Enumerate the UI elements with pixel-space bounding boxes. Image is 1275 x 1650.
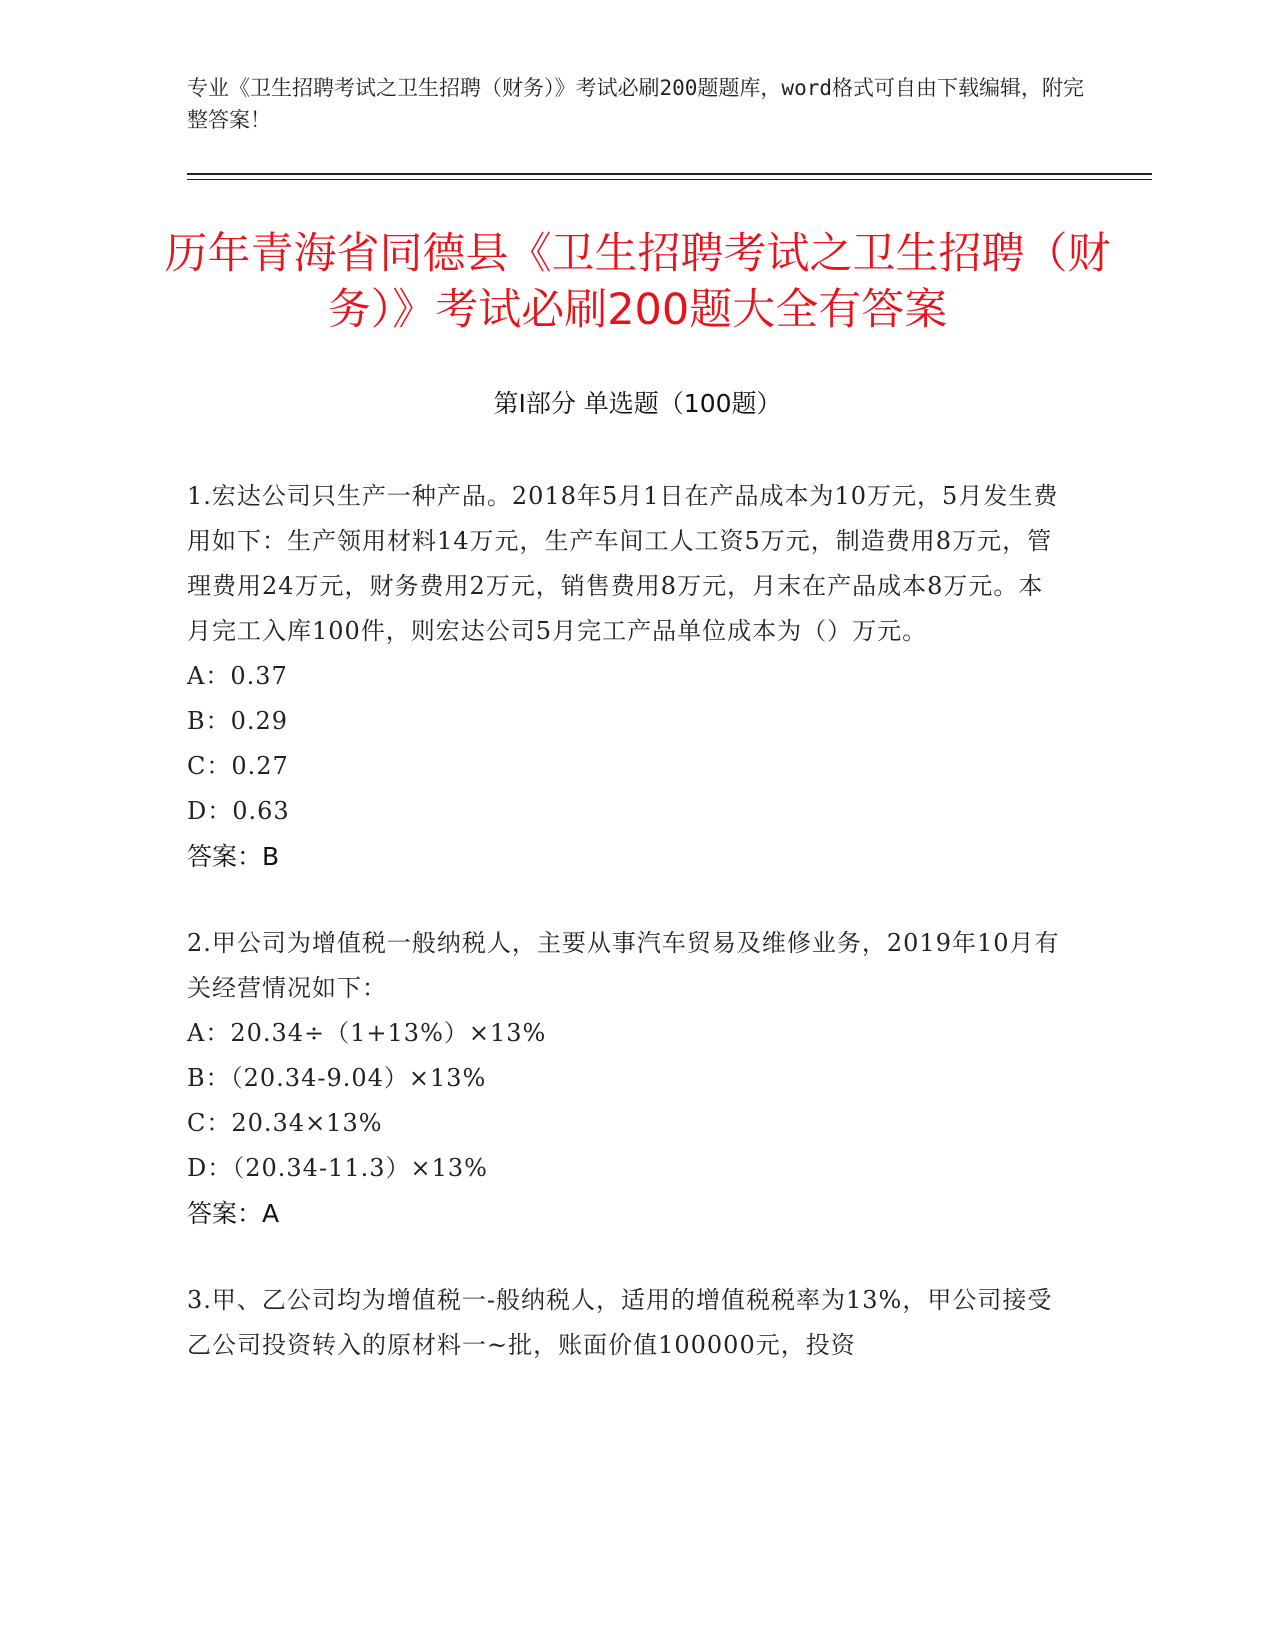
section-heading: 第Ⅰ部分 单选题（100题）: [493, 389, 782, 418]
question-1: [187, 474, 1067, 879]
option-a: A：0.37: [187, 662, 288, 690]
option-d: D：（20.34-11.3）×13%: [187, 1154, 488, 1182]
question-stem: 1.宏达公司只生产一种产品。2018年5月1日在产品成本为10万元，5月发生费用如下：生产领用材料14万元，生产车间工人工资5万元，制造费用8万元，管理费用24万元，财务费用2万元，销售费用8万元，月末在产品成本8万元。本月完工入库100件，则宏达公司5月完工产品单位成本为（）万元。: [187, 482, 1059, 645]
question-stem: 3.甲、乙公司均为增值税一-般纳税人，适用的增值税税率为13%，甲公司接受乙公司投资转入的原材料一~批，账面价值100000元，投资: [187, 1286, 1053, 1359]
option-c: C：0.27: [187, 752, 289, 780]
header-divider-thin: [187, 179, 1152, 180]
header-divider-thick: [187, 173, 1152, 175]
question-stem: 2.甲公司为增值税一般纳税人，主要从事汽车贸易及维修业务，2019年10月有关经营情况如下：: [187, 929, 1060, 1002]
answer-label: 答案：B: [187, 842, 280, 871]
question-2: [187, 921, 1067, 1236]
option-c: C：20.34×13%: [187, 1109, 383, 1137]
option-a: A：20.34÷（1+13%）×13%: [187, 1019, 547, 1047]
question-list: [187, 474, 1067, 1410]
option-d: D：0.63: [187, 797, 290, 825]
header-note: 专业《卫生招聘考试之卫生招聘（财务）》考试必刷200题题库，word格式可自由下载编辑，附完整答案！: [187, 76, 1084, 132]
option-b: B：0.29: [187, 707, 289, 735]
answer-label: 答案：A: [187, 1199, 280, 1228]
document-title: 历年青海省同德县《卫生招聘考试之卫生招聘（财务）》考试必刷200题大全有答案: [164, 229, 1111, 335]
option-b: B：（20.34-9.04）×13%: [187, 1064, 487, 1092]
question-3: [187, 1278, 1067, 1368]
